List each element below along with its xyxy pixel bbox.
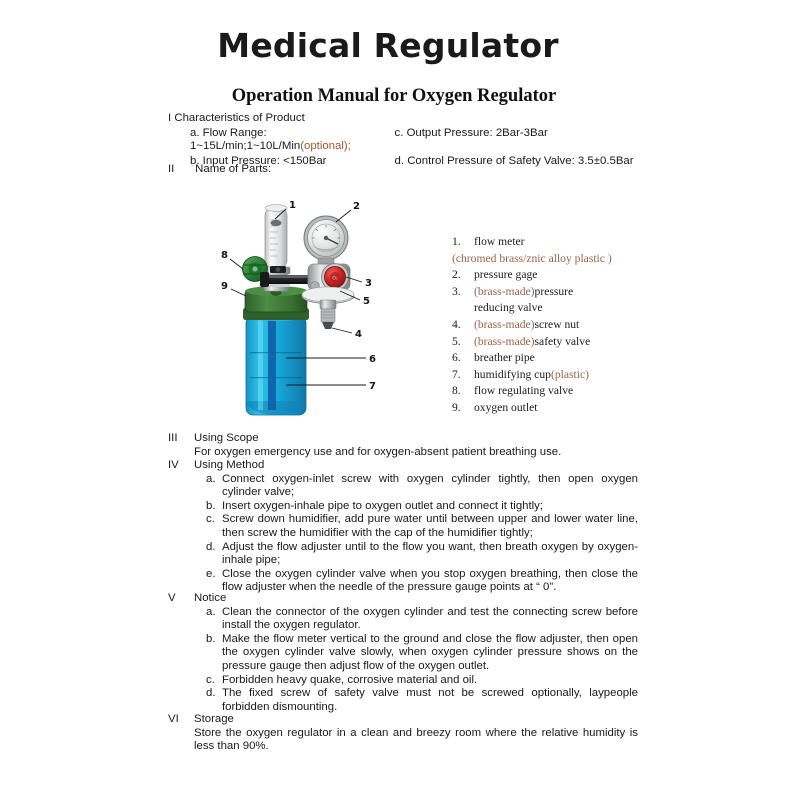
list-item	[452, 317, 638, 334]
item-key: d.	[206, 540, 216, 553]
page-subtitle: Operation Manual for Oxygen Regulator	[231, 86, 557, 106]
callout-1: 1	[289, 200, 296, 211]
list-item	[206, 674, 638, 688]
item-key: e.	[206, 567, 216, 580]
item-text: Insert oxygen-inhale pipe to oxygen outlet and connect it tightly;	[222, 499, 544, 512]
section-item-list	[206, 473, 638, 595]
list-item	[206, 568, 638, 595]
list-item	[206, 473, 638, 500]
item-key: b.	[206, 632, 216, 645]
section-using-scope	[168, 432, 638, 459]
callout-4: 4	[355, 329, 362, 340]
characteristic-label: Control Pressure of Safety Valve: 3.5±0.5Bar	[407, 154, 634, 167]
item-key: d.	[206, 687, 216, 700]
list-item	[206, 606, 638, 633]
characteristic-key: b.	[190, 154, 200, 167]
part-label-continuation: reducing valve	[474, 301, 543, 315]
part-label: flow regulating valve	[474, 384, 574, 398]
callout-9: 9	[221, 281, 228, 292]
list-item	[206, 541, 638, 568]
section-roman-numeral: II	[168, 163, 175, 175]
characteristic-item	[190, 127, 395, 154]
section-roman-numeral: III	[168, 432, 178, 444]
callout-3: 3	[365, 278, 372, 289]
item-key: c.	[206, 513, 215, 526]
section-heading	[168, 713, 638, 727]
list-item	[206, 500, 638, 514]
section-heading-text: Characteristics of Product	[174, 112, 305, 124]
section-heading	[168, 432, 638, 446]
section-characteristics	[168, 112, 638, 169]
section-heading-text: Name of Parts:	[195, 163, 272, 175]
item-key: a.	[206, 472, 216, 485]
list-item	[452, 334, 638, 351]
part-label: oxygen outlet	[474, 400, 538, 414]
section-roman-numeral: VI	[168, 713, 179, 725]
list-item	[452, 284, 638, 301]
part-label-text: humidifying cup	[474, 367, 551, 381]
list-item	[206, 513, 638, 540]
callout-7: 7	[369, 381, 376, 392]
parts-list	[452, 234, 638, 417]
characteristic-key: d.	[394, 154, 405, 167]
part-label: breather pipe	[474, 351, 535, 365]
item-text: Close the oxygen cylinder valve when you stop oxygen breathing, then close the flow adjuster when the needle of the pressure gauge points at “ 0”.	[222, 567, 638, 594]
section-roman-numeral: V	[168, 592, 176, 604]
part-number: 8.	[452, 384, 461, 398]
section-heading-text: Notice	[194, 592, 227, 604]
part-label	[474, 317, 638, 334]
callout-8: 8	[221, 250, 228, 261]
list-item	[452, 350, 638, 367]
part-number: 3.	[452, 284, 461, 298]
list-item	[452, 400, 638, 417]
section-heading-text: Storage	[194, 713, 234, 725]
section-roman-numeral: IV	[168, 459, 179, 471]
part-label-text: pressure	[534, 284, 574, 298]
characteristic-item	[395, 127, 638, 154]
list-item	[452, 383, 638, 400]
item-key: b.	[206, 499, 216, 512]
list-item	[452, 367, 638, 384]
part-number: 9.	[452, 400, 461, 414]
characteristic-label: Output Pressure: 2Bar-3Bar	[406, 126, 548, 139]
item-key: a.	[206, 605, 216, 618]
characteristic-label: Input Pressure: <150Bar	[202, 154, 327, 167]
characteristic-key: a.	[190, 126, 200, 139]
characteristics-row	[190, 127, 638, 154]
section-item-list	[206, 606, 638, 715]
characteristic-note: (optional);	[300, 140, 351, 153]
section-body: For oxygen emergency use and for oxygen-absent patient breathing use.	[194, 445, 562, 458]
part-label-text: safety valve	[534, 334, 591, 348]
item-key: c.	[206, 673, 215, 686]
part-material-note: (brass-made)	[474, 334, 535, 348]
item-text: Clean the connector of the oxygen cylinder and test the connecting screw before install the oxygen regulator.	[222, 605, 638, 632]
part-material-note: (chromed brass/znic alloy plastic )	[452, 251, 612, 265]
part-label	[474, 367, 638, 384]
part-label	[474, 334, 638, 351]
part-number: 6.	[452, 351, 461, 365]
part-material-note: (brass-made)	[474, 284, 535, 298]
item-text: Forbidden heavy quake, corrosive material and oil.	[222, 673, 478, 686]
svg-text:O₂: O₂	[332, 276, 338, 282]
section-heading-text: Using Method	[194, 459, 265, 471]
list-item	[206, 687, 638, 714]
part-number: 2.	[452, 268, 461, 282]
section-roman-numeral: I	[168, 112, 172, 124]
part-number: 1.	[452, 235, 461, 248]
callout-5: 5	[363, 296, 370, 307]
characteristic-key: c.	[394, 126, 404, 139]
section-heading	[168, 592, 638, 606]
section-body: Store the oxygen regulator in a clean and breezy room where the relative humidity is less than 90%.	[194, 726, 638, 753]
section-name-of-parts	[168, 163, 468, 177]
item-text: Adjust the flow adjuster until to the flow you want, then breath oxygen by oxygen-inhale pipe;	[222, 540, 638, 567]
section-heading	[168, 459, 638, 473]
section-storage	[168, 713, 638, 754]
item-text: The fixed screw of safety valve must not be screwed optionally, laypeople forbidden dismounting.	[222, 687, 638, 713]
section-notice	[168, 592, 638, 714]
part-number: 7.	[452, 367, 461, 381]
page-title: Medical Regulator	[217, 26, 559, 65]
section-heading-text: Using Scope	[194, 432, 259, 444]
part-label: pressure gage	[474, 268, 538, 282]
part-label-text: screw nut	[534, 317, 580, 331]
characteristic-label: Flow Range: 1~15L/min;1~10L/Min	[190, 126, 301, 153]
section-characteristics-heading	[168, 112, 638, 126]
part-material-note: (brass-made)	[474, 317, 535, 331]
part-label	[474, 284, 638, 301]
callout-6: 6	[369, 354, 376, 365]
item-text: Connect oxygen-inlet screw with oxygen cylinder tightly, then open oxygen cylinder valve;	[222, 472, 638, 499]
part-number: 5.	[452, 334, 461, 348]
list-item	[452, 234, 638, 251]
item-text: Screw down humidifier, add pure water until between upper and lower water line, then screw the humidifier with the cap of the humidifier tightly;	[222, 513, 638, 539]
section-using-method	[168, 459, 638, 595]
callout-2: 2	[353, 201, 360, 212]
item-text: Make the flow meter vertical to the ground and close the flow adjuster, then open the oxygen cylinder valve slowly, when oxygen cylinder pressure shows on the pressure gauge then adjust flow of the oxygen outlet.	[222, 632, 638, 672]
list-item	[452, 267, 638, 284]
product-diagram	[212, 196, 392, 436]
list-item	[206, 633, 638, 674]
part-number: 4.	[452, 317, 461, 331]
part-material-note: (plastic)	[550, 367, 589, 381]
part-label: flow meter	[474, 235, 525, 248]
